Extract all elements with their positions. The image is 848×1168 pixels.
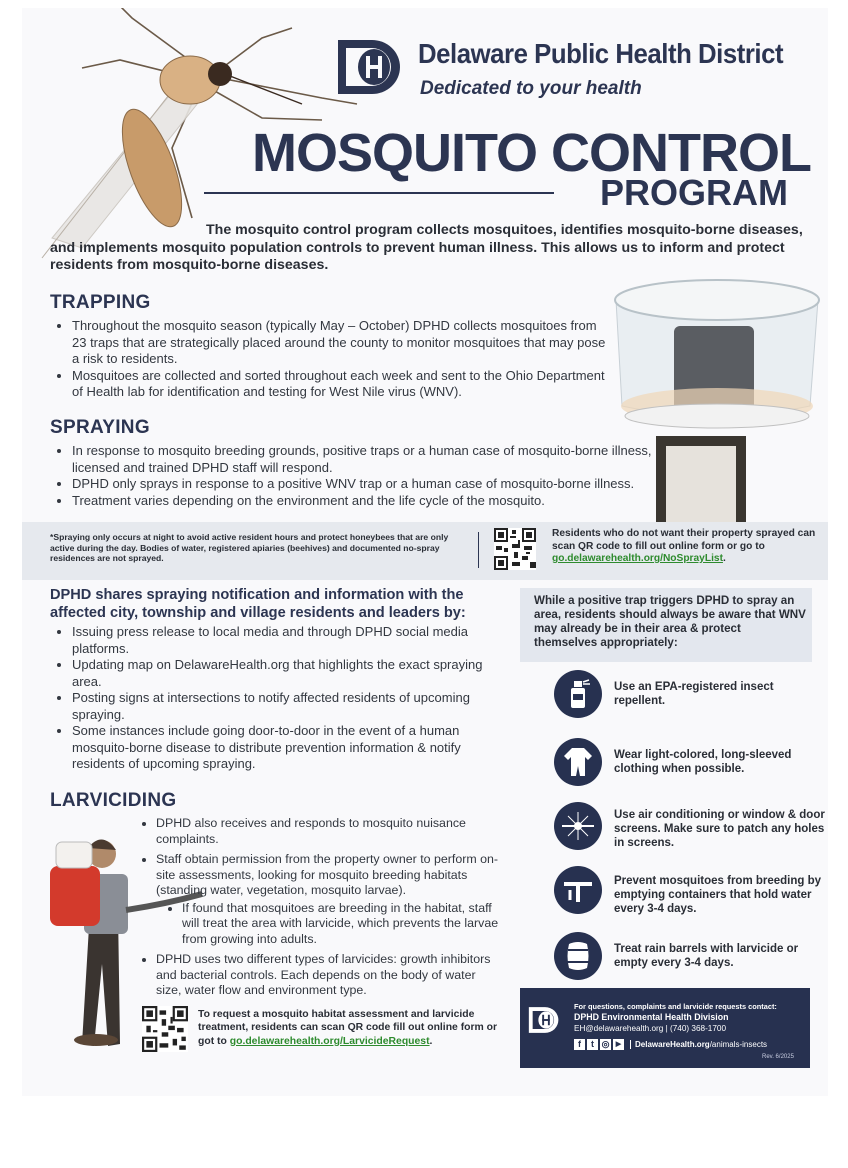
spraying-list	[50, 443, 660, 509]
spraying-heading: SPRAYING	[50, 417, 150, 438]
clothing-icon	[554, 738, 602, 786]
list-item: • Issuing press release to local media and through DPHD social media platforms.	[72, 624, 500, 657]
no-spray-link[interactable]: go.delawarehealth.org/NoSprayList	[552, 553, 723, 564]
larvicide-request-link[interactable]: go.delawarehealth.org/LarvicideRequest	[229, 1035, 430, 1047]
larvicide-request-end: .	[429, 1035, 433, 1047]
trapping-heading: TRAPPING	[50, 292, 151, 313]
youtube-icon[interactable]: ▶	[613, 1039, 624, 1050]
rain-barrel-icon	[554, 932, 602, 980]
contact-line1: For questions, complaints and larvicide requests contact:	[574, 1002, 777, 1011]
twitter-icon[interactable]: t	[587, 1039, 598, 1050]
list-item: • DPHD also receives and responds to mosquito nuisance complaints.	[156, 816, 504, 847]
list-item: • Some instances include going door-to-door in the event of a human mosquito-borne disease to distribute prevention information & notify residents of upcoming spraying.	[72, 723, 500, 773]
tip-screens: Use air conditioning or window & door screens. Make sure to patch any holes in screens.	[614, 809, 825, 849]
no-spray-text: Residents who do not want their property sprayed can scan QR code to fill out online form or go to	[552, 528, 816, 552]
tip-clothing: Wear light-colored, long-sleeved clothing when possible.	[614, 749, 792, 775]
contact-email-phone	[574, 1024, 726, 1033]
trapping-list	[50, 318, 610, 401]
no-spray-end: .	[722, 553, 726, 564]
tip-containers: Prevent mosquitoes from breeding by emptying containers that hold water every 3-4 days.	[614, 875, 822, 915]
larvicide-request-text: To request a mosquito habitat assessment and larvicide treatment, residents can scan QR code fill out online form or got to	[198, 1009, 498, 1047]
larviciding-heading: LARVICIDING	[50, 790, 177, 811]
instagram-icon[interactable]: ◎	[601, 1039, 610, 1049]
flyer-page	[22, 8, 828, 1096]
list-item: • Throughout the mosquito season (typically May – October) DPHD collects mosquitoes from 23 traps that are strategically placed around the county to monitor mosquitoes that may pose a risk to residents.	[72, 318, 610, 368]
notification-list	[50, 624, 500, 773]
no-spray-qr-code[interactable]	[494, 528, 536, 570]
list-item: • Posting signs at intersections to notify affected residents of upcoming spraying.	[72, 690, 500, 723]
repellent-spray-icon	[554, 670, 602, 718]
sub-list-item: • If found that mosquitoes are breeding in the habitat, staff will treat the area with larvicide, which prevents the larvae from growing into adults.	[182, 901, 504, 948]
list-item: • DPHD only sprays in response to a positive WNV trap or a human case of mosquito-borne illness.	[72, 476, 660, 493]
contact-division: DPHD Environmental Health Division	[574, 1012, 729, 1022]
notification-heading: DPHD shares spraying notification and information with the affected city, township and village residents and leaders by:	[50, 587, 466, 621]
intro-paragraph: The mosquito control program collects mosquitoes, identifies mosquito-borne diseases, and implements mosquito population controls to prevent human illness. This allows us to inform and protect residents from mosquito-borne diseases.	[50, 222, 803, 273]
empty-container-icon	[554, 866, 602, 914]
no-spray-instructions	[552, 528, 822, 566]
dphd-logo	[332, 36, 416, 98]
list-item: • In response to mosquito breeding grounds, positive traps or a human case of mosquito-borne illness, licensed and trained DPHD staff will respond.	[72, 443, 660, 476]
org-name: Delaware Public Health District	[418, 38, 784, 69]
list-item: • Treatment varies depending on the environment and the life cycle of the mosquito.	[72, 493, 660, 510]
facebook-icon[interactable]: f	[574, 1039, 585, 1050]
contact-logo	[526, 1004, 566, 1036]
larviciding-list	[134, 816, 504, 999]
larvicide-request-instructions	[198, 1008, 498, 1048]
window-screen-icon	[554, 802, 602, 850]
list-item: • Updating map on DelawareHealth.org that highlights the exact spraying area.	[72, 657, 500, 690]
title-rule	[204, 192, 554, 194]
tip-repellent: Use an EPA-registered insect repellent.	[614, 681, 774, 707]
contact-website[interactable]	[630, 1040, 767, 1049]
contact-email[interactable]: EH@delawarehealth.org	[574, 1024, 664, 1033]
social-icons	[574, 1039, 624, 1050]
contact-phone[interactable]: (740) 368-1700	[670, 1024, 727, 1033]
website-domain: DelawareHealth.org	[635, 1040, 710, 1049]
tagline: Dedicated to your health	[420, 78, 642, 99]
list-item: • Mosquitoes are collected and sorted throughout each week and sent to the Ohio Department of Health lab for identification and testing for West Nile virus (WNV).	[72, 368, 610, 401]
notice-divider	[478, 532, 479, 568]
website-path: /animals-insects	[709, 1040, 768, 1049]
tip-rain-barrels: Treat rain barrels with larvicide or empty every 3-4 days.	[614, 943, 799, 969]
revision-date: Rev. 6/2025	[762, 1054, 794, 1060]
protect-header-text: While a positive trap triggers DPHD to spray an area, residents should always be aware that WNV may already be in their area & protect themselves appropriately:	[534, 594, 806, 649]
spraying-notice-text: *Spraying only occurs at night to avoid active resident hours and protect honeybees that are only active during the day. Bodies of water, registered apiaries (beehives) and documented no-spray residences are not sprayed.	[50, 532, 449, 563]
title-line1: MOSQUITO CONTROL	[252, 123, 811, 183]
larvicide-request-qr-code[interactable]	[142, 1006, 188, 1052]
list-item: • Staff obtain permission from the property owner to perform on-site assessments, looking for mosquito breeding habitats (standing water, vegetation, mosquito larvae).	[156, 852, 504, 899]
contact-sep: |	[665, 1024, 671, 1033]
title-line2: PROGRAM	[600, 172, 788, 213]
list-item: • DPHD uses two different types of larvicides: growth inhibitors and bacterial controls. Each depends on the body of water size, water flow and environment type.	[156, 952, 504, 999]
